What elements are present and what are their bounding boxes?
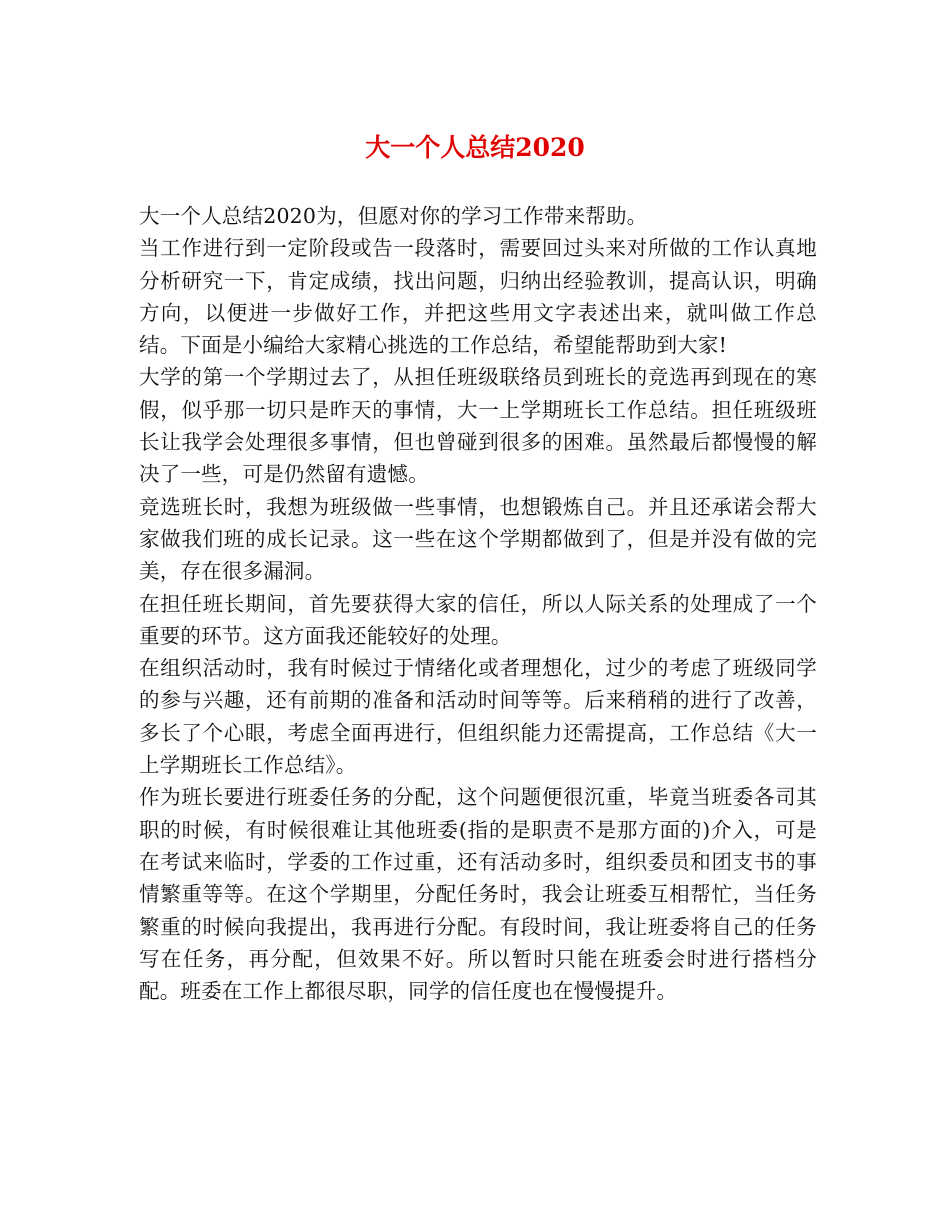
paragraph-summary-definition: 当工作进行到一定阶段或告一段落时，需要回过头来对所做的工作认真地分析研究一下，肯定成绩，找出问题，归纳出经验教训，提高认识，明确方向，以便进一步做好工作，并把这些用文字表述出来，就叫做工作总结。下面是小编给大家精心挑选的工作总结，希望能帮助到大家!	[139, 236, 817, 358]
paragraph-activities: 在组织活动时，我有时候过于情绪化或者理想化，过少的考虑了班级同学的参与兴趣，还有前期的准备和活动时间等等。后来稍稍的进行了改善，多长了个心眼，考虑全面再进行，但组织能力还需提高，工作总结《大一上学期班长工作总结》。	[139, 656, 817, 778]
paragraph-trust: 在担任班长期间，首先要获得大家的信任，所以人际关系的处理成了一个重要的环节。这方面我还能较好的处理。	[139, 591, 817, 648]
paragraph-first-semester: 大学的第一个学期过去了，从担任班级联络员到班长的竞选再到现在的寒假，似乎那一切只是昨天的事情，大一上学期班长工作总结。担任班级班长让我学会处理很多事情，但也曾碰到很多的困难。虽然最后都慢慢的解决了一些，可是仍然留有遗憾。	[139, 365, 817, 487]
document-title: 大一个人总结2020	[365, 133, 585, 162]
paragraph-election: 竞选班长时，我想为班级做一些事情，也想锻炼自己。并且还承诺会帮大家做我们班的成长记录。这一些在这个学期都做到了，但是并没有做的完美，存在很多漏洞。	[139, 494, 817, 584]
document-body	[139, 200, 817, 1007]
paragraph-intro: 大一个人总结2020为，但愿对你的学习工作带来帮助。	[139, 204, 648, 228]
paragraph-task-assignment: 作为班长要进行班委任务的分配，这个问题便很沉重，毕竟当班委各司其职的时候，有时候很难让其他班委(指的是职责不是那方面的)介入，可是在考试来临时，学委的工作过重，还有活动多时，组织委员和团支书的事情繁重等等。在这个学期里，分配任务时，我会让班委互相帮忙，当任务繁重的时候向我提出，我再进行分配。有段时间，我让班委将自己的任务写在任务，再分配，但效果不好。所以暂时只能在班委会时进行搭档分配。班委在工作上都很尽职，同学的信任度也在慢慢提升。	[139, 785, 817, 1004]
